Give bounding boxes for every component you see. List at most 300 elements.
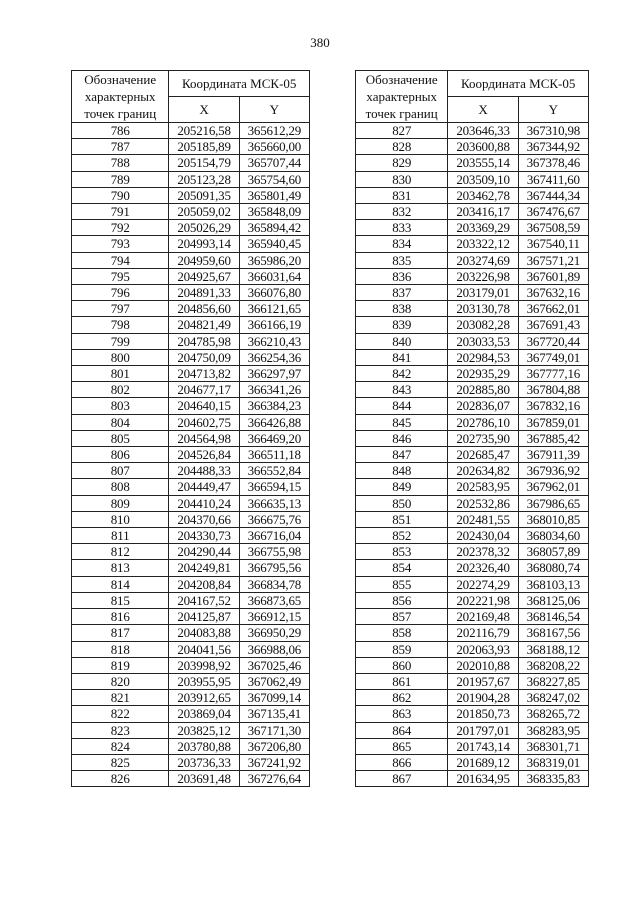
x-coordinate-cell: 203322,12 — [448, 236, 518, 252]
point-number-cell: 787 — [72, 139, 169, 155]
table-row — [72, 722, 310, 738]
point-number-cell: 807 — [72, 463, 169, 479]
point-number-cell: 799 — [72, 333, 169, 349]
point-number-cell: 856 — [356, 592, 448, 608]
y-coordinate-cell: 366121,65 — [239, 301, 309, 317]
header-coordinate-system: Координата МСК-05 — [448, 71, 589, 97]
table-row — [356, 690, 589, 706]
x-coordinate-cell: 203369,29 — [448, 220, 518, 236]
x-coordinate-cell: 203998,92 — [169, 657, 239, 673]
point-number-cell: 837 — [356, 285, 448, 301]
point-number-cell: 806 — [72, 447, 169, 463]
table-row — [72, 511, 310, 527]
y-coordinate-cell: 367832,16 — [518, 398, 588, 414]
point-number-cell: 808 — [72, 479, 169, 495]
table-row — [356, 414, 589, 430]
point-number-cell: 826 — [72, 771, 169, 787]
y-coordinate-cell: 366594,15 — [239, 479, 309, 495]
y-coordinate-cell: 367062,49 — [239, 673, 309, 689]
y-coordinate-cell: 366552,84 — [239, 463, 309, 479]
x-coordinate-cell: 203691,48 — [169, 771, 239, 787]
table-row — [356, 285, 589, 301]
point-number-cell: 865 — [356, 738, 448, 754]
table-row — [356, 171, 589, 187]
x-coordinate-cell: 202116,79 — [448, 625, 518, 641]
table-row — [356, 123, 589, 139]
header-x: X — [448, 97, 518, 123]
table-row — [72, 447, 310, 463]
y-coordinate-cell: 368227,85 — [518, 673, 588, 689]
point-number-cell: 857 — [356, 609, 448, 625]
point-number-cell: 796 — [72, 285, 169, 301]
y-coordinate-cell: 366210,43 — [239, 333, 309, 349]
point-number-cell: 829 — [356, 155, 448, 171]
point-number-cell: 824 — [72, 738, 169, 754]
table-row — [72, 430, 310, 446]
header-point-label: Обозначение характерных точек границ — [356, 71, 448, 123]
y-coordinate-cell: 366912,15 — [239, 609, 309, 625]
x-coordinate-cell: 205185,89 — [169, 139, 239, 155]
x-coordinate-cell: 205123,28 — [169, 171, 239, 187]
x-coordinate-cell: 204785,98 — [169, 333, 239, 349]
table-row — [356, 641, 589, 657]
table-row — [72, 544, 310, 560]
point-number-cell: 786 — [72, 123, 169, 139]
y-coordinate-cell: 366873,65 — [239, 592, 309, 608]
table-row — [72, 285, 310, 301]
point-number-cell: 820 — [72, 673, 169, 689]
x-coordinate-cell: 204925,67 — [169, 268, 239, 284]
table-row — [72, 268, 310, 284]
table-row — [72, 738, 310, 754]
y-coordinate-cell: 367601,89 — [518, 268, 588, 284]
y-coordinate-cell: 366716,04 — [239, 528, 309, 544]
point-number-cell: 858 — [356, 625, 448, 641]
x-coordinate-cell: 205216,58 — [169, 123, 239, 139]
point-number-cell: 861 — [356, 673, 448, 689]
point-number-cell: 814 — [72, 576, 169, 592]
table-row — [72, 349, 310, 365]
x-coordinate-cell: 204713,82 — [169, 366, 239, 382]
table-row — [356, 511, 589, 527]
y-coordinate-cell: 367508,59 — [518, 220, 588, 236]
table-row — [356, 333, 589, 349]
table-row — [356, 609, 589, 625]
x-coordinate-cell: 205091,35 — [169, 187, 239, 203]
table-row — [72, 414, 310, 430]
y-coordinate-cell: 366950,29 — [239, 625, 309, 641]
point-number-cell: 788 — [72, 155, 169, 171]
table-row — [72, 706, 310, 722]
x-coordinate-cell: 202634,82 — [448, 463, 518, 479]
point-number-cell: 834 — [356, 236, 448, 252]
point-number-cell: 818 — [72, 641, 169, 657]
point-number-cell: 833 — [356, 220, 448, 236]
point-number-cell: 819 — [72, 657, 169, 673]
y-coordinate-cell: 368010,85 — [518, 511, 588, 527]
y-coordinate-cell: 367691,43 — [518, 317, 588, 333]
x-coordinate-cell: 202786,10 — [448, 414, 518, 430]
point-number-cell: 810 — [72, 511, 169, 527]
point-number-cell: 859 — [356, 641, 448, 657]
point-number-cell: 835 — [356, 252, 448, 268]
table-row — [356, 155, 589, 171]
y-coordinate-cell: 368335,83 — [518, 771, 588, 787]
table-row — [72, 236, 310, 252]
y-coordinate-cell: 367749,01 — [518, 349, 588, 365]
x-coordinate-cell: 201797,01 — [448, 722, 518, 738]
table-row — [356, 673, 589, 689]
x-coordinate-cell: 202063,93 — [448, 641, 518, 657]
point-number-cell: 841 — [356, 349, 448, 365]
y-coordinate-cell: 366988,06 — [239, 641, 309, 657]
x-coordinate-cell: 204410,24 — [169, 495, 239, 511]
x-coordinate-cell: 202221,98 — [448, 592, 518, 608]
point-number-cell: 816 — [72, 609, 169, 625]
point-number-cell: 809 — [72, 495, 169, 511]
header-y: Y — [239, 97, 309, 123]
table-row — [72, 187, 310, 203]
y-coordinate-cell: 365848,09 — [239, 204, 309, 220]
table-row — [356, 592, 589, 608]
point-number-cell: 812 — [72, 544, 169, 560]
table-row — [356, 349, 589, 365]
y-coordinate-cell: 366384,23 — [239, 398, 309, 414]
y-coordinate-cell: 368301,71 — [518, 738, 588, 754]
table-row — [72, 754, 310, 770]
table-row — [356, 317, 589, 333]
x-coordinate-cell: 201634,95 — [448, 771, 518, 787]
x-coordinate-cell: 204330,73 — [169, 528, 239, 544]
y-coordinate-cell: 365894,42 — [239, 220, 309, 236]
table-row — [356, 625, 589, 641]
y-coordinate-cell: 365612,29 — [239, 123, 309, 139]
table-row — [356, 463, 589, 479]
y-coordinate-cell: 367662,01 — [518, 301, 588, 317]
point-number-cell: 800 — [72, 349, 169, 365]
y-coordinate-cell: 368167,56 — [518, 625, 588, 641]
y-coordinate-cell: 367540,11 — [518, 236, 588, 252]
y-coordinate-cell: 366426,88 — [239, 414, 309, 430]
x-coordinate-cell: 201689,12 — [448, 754, 518, 770]
point-number-cell: 836 — [356, 268, 448, 284]
x-coordinate-cell: 201850,73 — [448, 706, 518, 722]
table-row — [356, 252, 589, 268]
x-coordinate-cell: 204449,47 — [169, 479, 239, 495]
y-coordinate-cell: 367859,01 — [518, 414, 588, 430]
coordinates-table-right — [355, 70, 589, 787]
y-coordinate-cell: 368057,89 — [518, 544, 588, 560]
point-number-cell: 793 — [72, 236, 169, 252]
point-number-cell: 822 — [72, 706, 169, 722]
table-row — [72, 690, 310, 706]
header-x: X — [169, 97, 239, 123]
point-number-cell: 852 — [356, 528, 448, 544]
x-coordinate-cell: 205059,02 — [169, 204, 239, 220]
table-row — [72, 220, 310, 236]
x-coordinate-cell: 204821,49 — [169, 317, 239, 333]
y-coordinate-cell: 367025,46 — [239, 657, 309, 673]
x-coordinate-cell: 203869,04 — [169, 706, 239, 722]
x-coordinate-cell: 205026,29 — [169, 220, 239, 236]
header-point-label: Обозначение характерных точек границ — [72, 71, 169, 123]
x-coordinate-cell: 201904,28 — [448, 690, 518, 706]
y-coordinate-cell: 366076,80 — [239, 285, 309, 301]
x-coordinate-cell: 204083,88 — [169, 625, 239, 641]
point-number-cell: 825 — [72, 754, 169, 770]
table-row — [356, 301, 589, 317]
x-coordinate-cell: 204488,33 — [169, 463, 239, 479]
y-coordinate-cell: 368247,02 — [518, 690, 588, 706]
table-row — [72, 641, 310, 657]
point-number-cell: 811 — [72, 528, 169, 544]
point-number-cell: 864 — [356, 722, 448, 738]
x-coordinate-cell: 204526,84 — [169, 447, 239, 463]
y-coordinate-cell: 368208,22 — [518, 657, 588, 673]
point-number-cell: 801 — [72, 366, 169, 382]
table-row — [356, 139, 589, 155]
y-coordinate-cell: 365707,44 — [239, 155, 309, 171]
y-coordinate-cell: 366341,26 — [239, 382, 309, 398]
x-coordinate-cell: 204249,81 — [169, 560, 239, 576]
y-coordinate-cell: 368125,06 — [518, 592, 588, 608]
x-coordinate-cell: 203555,14 — [448, 155, 518, 171]
table-row — [356, 560, 589, 576]
x-coordinate-cell: 203226,98 — [448, 268, 518, 284]
x-coordinate-cell: 203955,95 — [169, 673, 239, 689]
x-coordinate-cell: 202685,47 — [448, 447, 518, 463]
point-number-cell: 802 — [72, 382, 169, 398]
y-coordinate-cell: 367777,16 — [518, 366, 588, 382]
x-coordinate-cell: 203646,33 — [448, 123, 518, 139]
x-coordinate-cell: 203736,33 — [169, 754, 239, 770]
x-coordinate-cell: 204041,56 — [169, 641, 239, 657]
x-coordinate-cell: 202984,53 — [448, 349, 518, 365]
x-coordinate-cell: 204208,84 — [169, 576, 239, 592]
x-coordinate-cell: 204993,14 — [169, 236, 239, 252]
x-coordinate-cell: 203912,65 — [169, 690, 239, 706]
table-row — [356, 382, 589, 398]
x-coordinate-cell: 203780,88 — [169, 738, 239, 754]
point-number-cell: 828 — [356, 139, 448, 155]
y-coordinate-cell: 366297,97 — [239, 366, 309, 382]
y-coordinate-cell: 367276,64 — [239, 771, 309, 787]
x-coordinate-cell: 202885,80 — [448, 382, 518, 398]
x-coordinate-cell: 202378,32 — [448, 544, 518, 560]
y-coordinate-cell: 365754,60 — [239, 171, 309, 187]
table-row — [356, 236, 589, 252]
y-coordinate-cell: 367135,41 — [239, 706, 309, 722]
y-coordinate-cell: 367099,14 — [239, 690, 309, 706]
point-number-cell: 860 — [356, 657, 448, 673]
x-coordinate-cell: 204640,15 — [169, 398, 239, 414]
point-number-cell: 794 — [72, 252, 169, 268]
x-coordinate-cell: 202010,88 — [448, 657, 518, 673]
y-coordinate-cell: 367476,67 — [518, 204, 588, 220]
table-row — [72, 317, 310, 333]
point-number-cell: 795 — [72, 268, 169, 284]
x-coordinate-cell: 203274,69 — [448, 252, 518, 268]
coordinates-table-left — [71, 70, 310, 787]
x-coordinate-cell: 202532,86 — [448, 495, 518, 511]
x-coordinate-cell: 204290,44 — [169, 544, 239, 560]
point-number-cell: 789 — [72, 171, 169, 187]
table-row — [356, 220, 589, 236]
y-coordinate-cell: 367911,39 — [518, 447, 588, 463]
x-coordinate-cell: 202430,04 — [448, 528, 518, 544]
x-coordinate-cell: 204891,33 — [169, 285, 239, 301]
point-number-cell: 798 — [72, 317, 169, 333]
y-coordinate-cell: 367986,65 — [518, 495, 588, 511]
table-row — [356, 754, 589, 770]
table-row — [356, 528, 589, 544]
y-coordinate-cell: 367171,30 — [239, 722, 309, 738]
table-row — [356, 544, 589, 560]
y-coordinate-cell: 368283,95 — [518, 722, 588, 738]
y-coordinate-cell: 366635,13 — [239, 495, 309, 511]
y-coordinate-cell: 366755,98 — [239, 544, 309, 560]
table-row — [356, 576, 589, 592]
point-number-cell: 846 — [356, 430, 448, 446]
point-number-cell: 827 — [356, 123, 448, 139]
y-coordinate-cell: 367310,98 — [518, 123, 588, 139]
x-coordinate-cell: 204370,66 — [169, 511, 239, 527]
point-number-cell: 803 — [72, 398, 169, 414]
table-row — [72, 204, 310, 220]
point-number-cell: 790 — [72, 187, 169, 203]
x-coordinate-cell: 202274,29 — [448, 576, 518, 592]
point-number-cell: 813 — [72, 560, 169, 576]
table-row — [356, 398, 589, 414]
point-number-cell: 839 — [356, 317, 448, 333]
y-coordinate-cell: 367571,21 — [518, 252, 588, 268]
point-number-cell: 831 — [356, 187, 448, 203]
point-number-cell: 863 — [356, 706, 448, 722]
y-coordinate-cell: 367378,46 — [518, 155, 588, 171]
point-number-cell: 850 — [356, 495, 448, 511]
x-coordinate-cell: 201743,14 — [448, 738, 518, 754]
y-coordinate-cell: 366031,64 — [239, 268, 309, 284]
y-coordinate-cell: 366254,36 — [239, 349, 309, 365]
point-number-cell: 842 — [356, 366, 448, 382]
x-coordinate-cell: 203179,01 — [448, 285, 518, 301]
y-coordinate-cell: 367632,16 — [518, 285, 588, 301]
x-coordinate-cell: 204750,09 — [169, 349, 239, 365]
table-row — [72, 252, 310, 268]
point-number-cell: 851 — [356, 511, 448, 527]
y-coordinate-cell: 367206,80 — [239, 738, 309, 754]
x-coordinate-cell: 203825,12 — [169, 722, 239, 738]
table-row — [356, 204, 589, 220]
y-coordinate-cell: 368146,54 — [518, 609, 588, 625]
point-number-cell: 843 — [356, 382, 448, 398]
table-row — [72, 382, 310, 398]
table-row — [356, 187, 589, 203]
y-coordinate-cell: 368188,12 — [518, 641, 588, 657]
y-coordinate-cell: 367885,42 — [518, 430, 588, 446]
y-coordinate-cell: 367241,92 — [239, 754, 309, 770]
table-row — [72, 463, 310, 479]
table-row — [72, 123, 310, 139]
y-coordinate-cell: 366511,18 — [239, 447, 309, 463]
x-coordinate-cell: 202481,55 — [448, 511, 518, 527]
x-coordinate-cell: 203416,17 — [448, 204, 518, 220]
point-number-cell: 844 — [356, 398, 448, 414]
y-coordinate-cell: 366795,56 — [239, 560, 309, 576]
x-coordinate-cell: 204167,52 — [169, 592, 239, 608]
x-coordinate-cell: 204856,60 — [169, 301, 239, 317]
point-number-cell: 862 — [356, 690, 448, 706]
x-coordinate-cell: 204959,60 — [169, 252, 239, 268]
table-row — [72, 673, 310, 689]
y-coordinate-cell: 367936,92 — [518, 463, 588, 479]
header-y: Y — [518, 97, 588, 123]
table-row — [356, 657, 589, 673]
y-coordinate-cell: 368319,01 — [518, 754, 588, 770]
point-number-cell: 866 — [356, 754, 448, 770]
point-number-cell: 855 — [356, 576, 448, 592]
point-number-cell: 821 — [72, 690, 169, 706]
y-coordinate-cell: 368265,72 — [518, 706, 588, 722]
x-coordinate-cell: 204602,75 — [169, 414, 239, 430]
x-coordinate-cell: 204125,87 — [169, 609, 239, 625]
table-row — [72, 366, 310, 382]
table-row — [72, 657, 310, 673]
x-coordinate-cell: 203462,78 — [448, 187, 518, 203]
table-row — [72, 333, 310, 349]
x-coordinate-cell: 202583,95 — [448, 479, 518, 495]
y-coordinate-cell: 365660,00 — [239, 139, 309, 155]
table-row — [356, 430, 589, 446]
x-coordinate-cell: 202735,90 — [448, 430, 518, 446]
point-number-cell: 847 — [356, 447, 448, 463]
y-coordinate-cell: 367444,34 — [518, 187, 588, 203]
table-row — [356, 738, 589, 754]
y-coordinate-cell: 368103,13 — [518, 576, 588, 592]
y-coordinate-cell: 366675,76 — [239, 511, 309, 527]
point-number-cell: 823 — [72, 722, 169, 738]
point-number-cell: 854 — [356, 560, 448, 576]
table-row — [72, 576, 310, 592]
point-number-cell: 832 — [356, 204, 448, 220]
point-number-cell: 845 — [356, 414, 448, 430]
table-row — [72, 398, 310, 414]
table-row — [356, 706, 589, 722]
y-coordinate-cell: 367962,01 — [518, 479, 588, 495]
x-coordinate-cell: 203509,10 — [448, 171, 518, 187]
table-row — [72, 528, 310, 544]
page-number: 380 — [310, 35, 330, 50]
table-row — [356, 366, 589, 382]
table-row — [356, 268, 589, 284]
x-coordinate-cell: 202326,40 — [448, 560, 518, 576]
point-number-cell: 817 — [72, 625, 169, 641]
point-number-cell: 840 — [356, 333, 448, 349]
y-coordinate-cell: 365986,20 — [239, 252, 309, 268]
x-coordinate-cell: 202169,48 — [448, 609, 518, 625]
table-body-right — [356, 123, 589, 787]
table-row — [72, 560, 310, 576]
table-row — [356, 479, 589, 495]
x-coordinate-cell: 204677,17 — [169, 382, 239, 398]
point-number-cell: 805 — [72, 430, 169, 446]
table-row — [72, 301, 310, 317]
point-number-cell: 849 — [356, 479, 448, 495]
table-body-left — [72, 123, 310, 787]
x-coordinate-cell: 203033,53 — [448, 333, 518, 349]
y-coordinate-cell: 368034,60 — [518, 528, 588, 544]
y-coordinate-cell: 366469,20 — [239, 430, 309, 446]
